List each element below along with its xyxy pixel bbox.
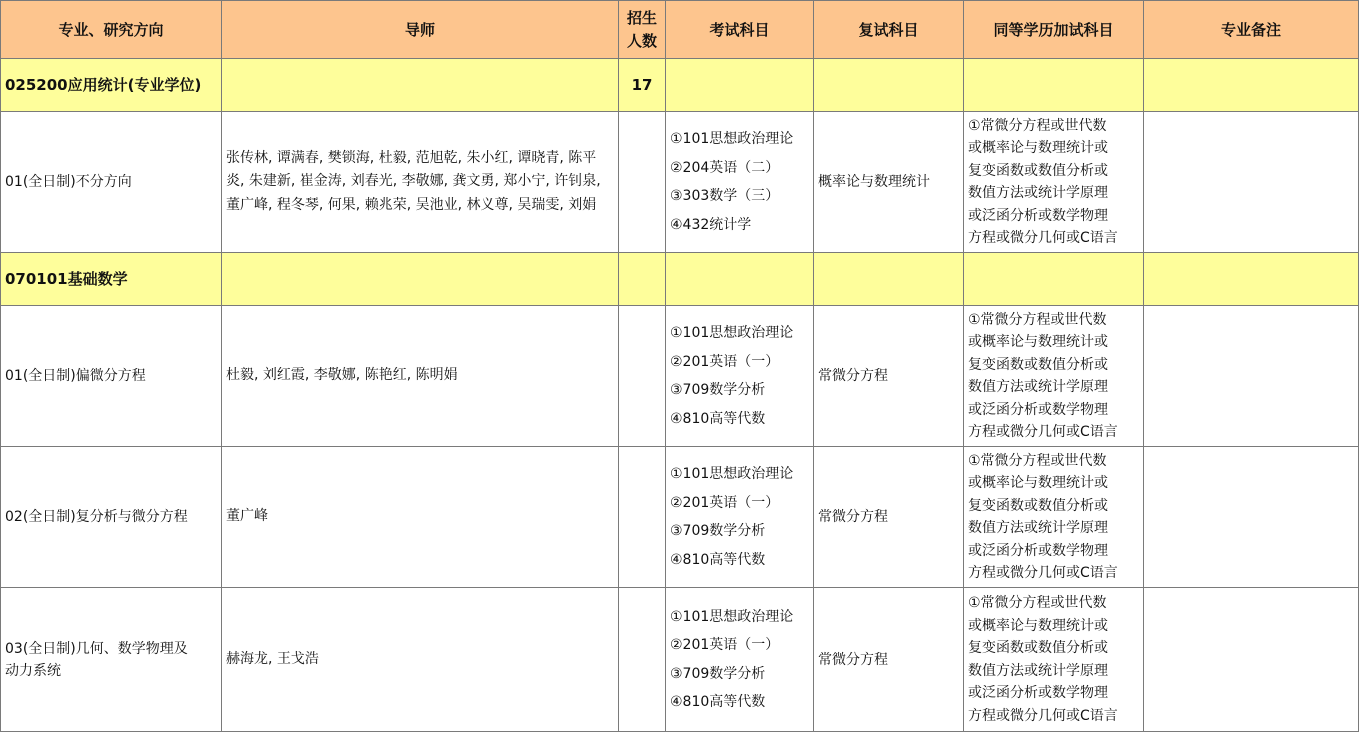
- table-row: [1, 447, 1359, 588]
- cell-addexam[interactable]: [964, 447, 1144, 588]
- addexam-line: 或概率论与数理统计或: [968, 475, 1108, 491]
- cell-tutor[interactable]: [222, 253, 619, 306]
- cell-note[interactable]: [1144, 447, 1359, 588]
- table-row: [1, 306, 1359, 447]
- cell-addexam[interactable]: [964, 306, 1144, 447]
- addexam-line: 或泛函分析或数学物理: [968, 685, 1108, 701]
- addexam-line: 数值方法或统计学原理: [968, 520, 1108, 536]
- cell-major-line: 动力系统: [5, 662, 61, 679]
- header-quota-line2: 人数: [626, 31, 657, 50]
- addexam-line: 或泛函分析或数学物理: [968, 542, 1108, 559]
- cell-tutor[interactable]: 董广峰: [222, 447, 619, 588]
- addexam-line: 或概率论与数理统计或: [968, 334, 1108, 350]
- addexam-line: 数值方法或统计学原理: [968, 379, 1108, 395]
- cell-note[interactable]: [1144, 253, 1359, 306]
- cell-major[interactable]: 02(全日制)复分析与微分方程: [1, 447, 222, 588]
- cell-addexam[interactable]: [964, 588, 1144, 732]
- cell-reexam[interactable]: 常微分方程: [814, 588, 964, 732]
- cell-reexam[interactable]: 常微分方程: [814, 306, 964, 447]
- cell-quota[interactable]: [619, 306, 666, 447]
- cell-reexam[interactable]: 概率论与数理统计: [814, 112, 964, 253]
- addexam-line: 或泛函分析或数学物理: [968, 401, 1108, 418]
- cell-quota[interactable]: 17: [619, 59, 666, 112]
- cell-tutor[interactable]: 张传林, 谭满春, 樊锁海, 杜毅, 范旭乾, 朱小红, 谭晓青, 陈平炎, 朱建新, 崔金涛, 刘春光, 李敬娜, 龚文勇, 郑小宁, 许钊泉, 董广峰, 程冬琴, 何果, 赖兆荣, 吴池业, 林义尊, 吴瑞雯, 刘娟: [222, 112, 619, 253]
- cell-addexam[interactable]: [964, 112, 1144, 253]
- header-reexam[interactable]: 复试科目: [814, 1, 964, 59]
- cell-major[interactable]: 01(全日制)偏微分方程: [1, 306, 222, 447]
- cell-quota[interactable]: [619, 588, 666, 732]
- cell-reexam[interactable]: [814, 253, 964, 306]
- addexam-line: 方程或微分几何或C语言: [968, 424, 1118, 440]
- addexam-line: ①常微分方程或世代数: [968, 452, 1107, 469]
- cell-addexam[interactable]: [964, 59, 1144, 112]
- cell-major[interactable]: 025200应用统计(专业学位): [1, 59, 222, 112]
- cell-exam[interactable]: [666, 59, 814, 112]
- exam-item: ④432统计学: [670, 216, 752, 233]
- cell-note[interactable]: [1144, 306, 1359, 447]
- exam-item: ③709数学分析: [670, 665, 766, 682]
- cell-note[interactable]: [1144, 588, 1359, 732]
- cell-quota[interactable]: [619, 447, 666, 588]
- addexam-line: 方程或微分几何或C语言: [968, 565, 1118, 581]
- header-exam[interactable]: 考试科目: [666, 1, 814, 59]
- table-row: [1, 59, 1359, 112]
- cell-addexam[interactable]: [964, 253, 1144, 306]
- addexam-line: 复变函数或数值分析或: [968, 640, 1108, 656]
- cell-exam[interactable]: [666, 588, 814, 732]
- cell-quota[interactable]: [619, 253, 666, 306]
- exam-item: ④810高等代数: [670, 410, 766, 427]
- addexam-line: 数值方法或统计学原理: [968, 185, 1108, 201]
- cell-exam[interactable]: [666, 253, 814, 306]
- cell-exam[interactable]: [666, 447, 814, 588]
- cell-reexam[interactable]: [814, 59, 964, 112]
- cell-major[interactable]: 01(全日制)不分方向: [1, 112, 222, 253]
- addexam-line: 复变函数或数值分析或: [968, 497, 1108, 514]
- addexam-line: ①常微分方程或世代数: [968, 311, 1107, 328]
- exam-item: ①101思想政治理论: [670, 466, 794, 482]
- exam-item: ②201英语（一）: [670, 494, 780, 511]
- cell-tutor[interactable]: 杜毅, 刘红霞, 李敬娜, 陈艳红, 陈明娟: [222, 306, 619, 447]
- cell-quota[interactable]: [619, 112, 666, 253]
- exam-item: ③709数学分析: [670, 523, 766, 539]
- cell-note[interactable]: [1144, 59, 1359, 112]
- addexam-line: 复变函数或数值分析或: [968, 162, 1108, 179]
- cell-tutor[interactable]: 赫海龙, 王戈浩: [222, 588, 619, 732]
- header-tutor[interactable]: 导师: [222, 1, 619, 59]
- addexam-line: 数值方法或统计学原理: [968, 662, 1108, 679]
- exam-item: ③709数学分析: [670, 382, 766, 398]
- addexam-line: ①常微分方程或世代数: [968, 595, 1107, 611]
- exam-item: ②201英语（一）: [670, 353, 780, 370]
- exam-item: ④810高等代数: [670, 694, 766, 710]
- exam-item: ②201英语（一）: [670, 637, 780, 653]
- header-row: [1, 1, 1359, 59]
- exam-item: ①101思想政治理论: [670, 608, 794, 625]
- exam-item: ①101思想政治理论: [670, 325, 794, 341]
- cell-exam[interactable]: [666, 112, 814, 253]
- header-note[interactable]: 专业备注: [1144, 1, 1359, 59]
- header-quota[interactable]: [619, 1, 666, 59]
- addexam-line: 或概率论与数理统计或: [968, 140, 1108, 156]
- cell-major[interactable]: 070101基础数学: [1, 253, 222, 306]
- table-row: [1, 112, 1359, 253]
- cell-exam[interactable]: [666, 306, 814, 447]
- exam-item: ②204英语（二）: [670, 159, 780, 176]
- cell-major-line: 03(全日制)几何、数学物理及: [5, 640, 188, 657]
- cell-major[interactable]: [1, 588, 222, 732]
- table-row: [1, 588, 1359, 732]
- header-addexam[interactable]: 同等学历加试科目: [964, 1, 1144, 59]
- cell-tutor[interactable]: [222, 59, 619, 112]
- cell-note[interactable]: [1144, 112, 1359, 253]
- addexam-line: 方程或微分几何或C语言: [968, 230, 1118, 246]
- table-row: [1, 253, 1359, 306]
- header-major[interactable]: 专业、研究方向: [1, 1, 222, 59]
- header-quota-line1: 招生: [626, 8, 657, 27]
- addexam-line: 或概率论与数理统计或: [968, 617, 1108, 634]
- addexam-line: 方程或微分几何或C语言: [968, 707, 1118, 724]
- addexam-line: 复变函数或数值分析或: [968, 356, 1108, 373]
- addexam-line: ①常微分方程或世代数: [968, 117, 1107, 134]
- exam-item: ③303数学（三）: [670, 188, 780, 204]
- exam-item: ①101思想政治理论: [670, 131, 794, 147]
- addexam-line: 或泛函分析或数学物理: [968, 207, 1108, 224]
- exam-item: ④810高等代数: [670, 551, 766, 568]
- cell-reexam[interactable]: 常微分方程: [814, 447, 964, 588]
